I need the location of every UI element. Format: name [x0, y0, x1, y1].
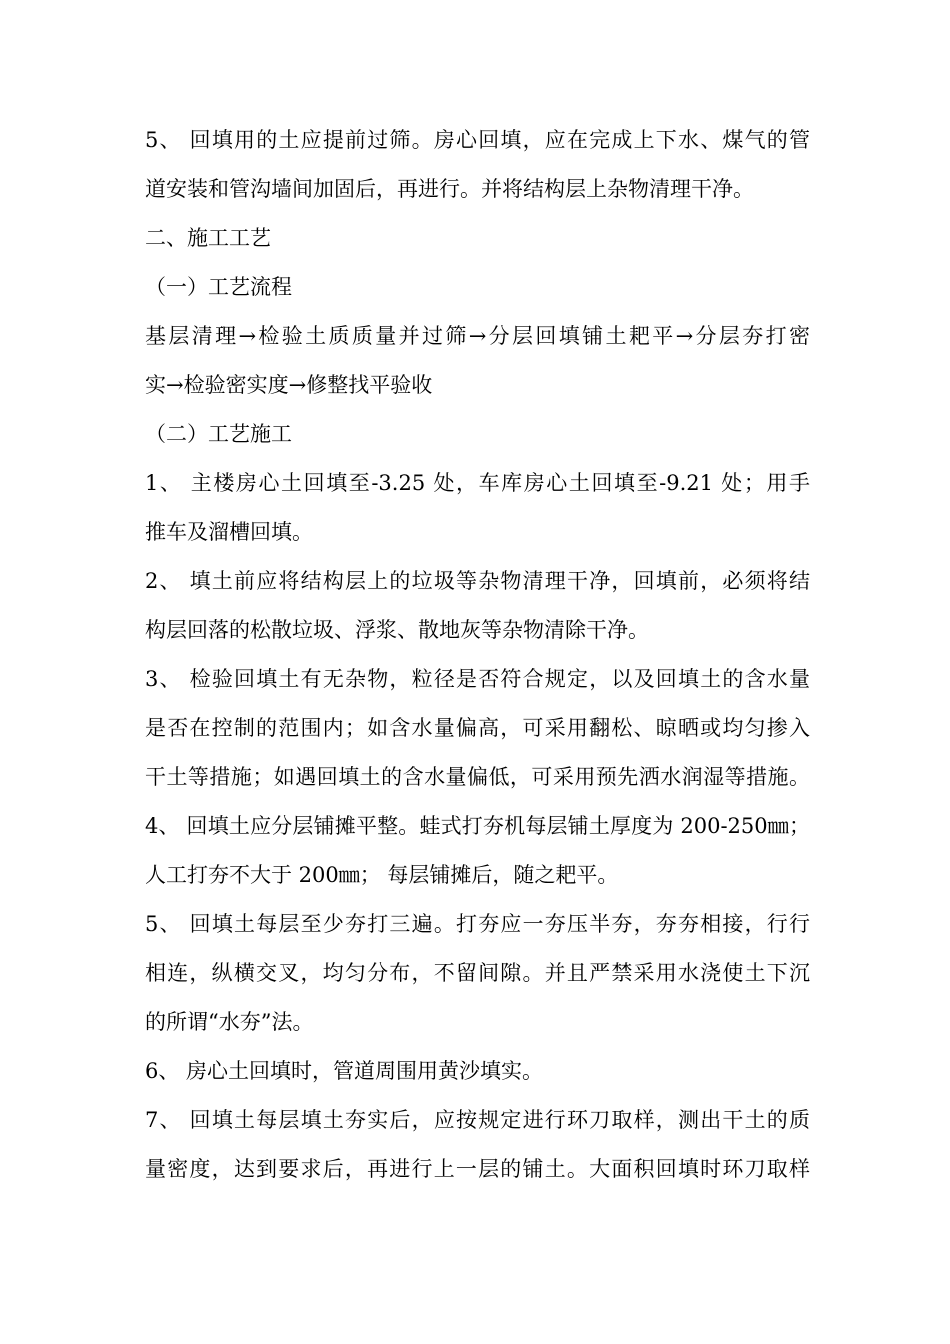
item-1-line-1: 1、 主楼房心土回填至-3.25 处，车库房心土回填至-9.21 处；用手 — [145, 471, 810, 495]
item-7-line-2: 量密度，达到要求后，再进行上一层的铺土。大面积回填时环刀取样 — [145, 1157, 810, 1181]
paragraph-5-line-2: 道安装和管沟墙间加固后，再进行。并将结构层上杂物清理干净。 — [145, 177, 754, 201]
item-6-line-1: 6、 房心土回填时，管道周围用黄沙填实。 — [145, 1059, 544, 1083]
item-3-line-1: 3、 检验回填土有无杂物，粒径是否符合规定，以及回填土的含水量 — [145, 667, 810, 691]
paragraph-5-line-1: 5、 回填用的土应提前过筛。房心回填，应在完成上下水、煤气的管 — [145, 128, 810, 152]
item-5-line-3: 的所谓“水夯”法。 — [145, 1010, 314, 1034]
process-flow-line-1: 基层清理→检验土质质量并过筛→分层回填铺土耙平→分层夯打密 — [145, 324, 810, 348]
item-7-line-1: 7、 回填土每层填土夯实后，应按规定进行环刀取样，测出干土的质 — [145, 1108, 810, 1132]
item-5-line-2: 相连，纵横交叉，均匀分布，不留间隙。并且严禁采用水浇使土下沉 — [145, 961, 810, 985]
document-body — [145, 116, 810, 1194]
item-2-line-2: 构层回落的松散垃圾、浮浆、散地灰等杂物清除干净。 — [145, 618, 649, 642]
process-flow-line-2: 实→检验密实度→修整找平验收 — [145, 373, 433, 397]
item-1-line-2: 推车及溜槽回填。 — [145, 520, 313, 544]
item-3-line-3: 干土等措施；如遇回填土的含水量偏低，可采用预先洒水润湿等措施。 — [145, 765, 810, 789]
item-3-line-2: 是否在控制的范围内；如含水量偏高，可采用翻松、晾晒或均匀掺入 — [145, 716, 810, 740]
item-2-line-1: 2、 填土前应将结构层上的垃圾等杂物清理干净，回填前，必须将结 — [145, 569, 810, 593]
item-4-line-2: 人工打夯不大于 200㎜； 每层铺摊后，随之耙平。 — [145, 863, 619, 887]
subheading-process-construction: （二）工艺施工 — [145, 422, 292, 446]
subheading-process-flow: （一）工艺流程 — [145, 275, 292, 299]
item-4-line-1: 4、 回填土应分层铺摊平整。蛙式打夯机每层铺土厚度为 200-250㎜； — [145, 814, 810, 838]
item-5-line-1: 5、 回填土每层至少夯打三遍。打夯应一夯压半夯，夯夯相接，行行 — [145, 912, 810, 936]
section-heading-construction-process: 二、施工工艺 — [145, 226, 271, 250]
